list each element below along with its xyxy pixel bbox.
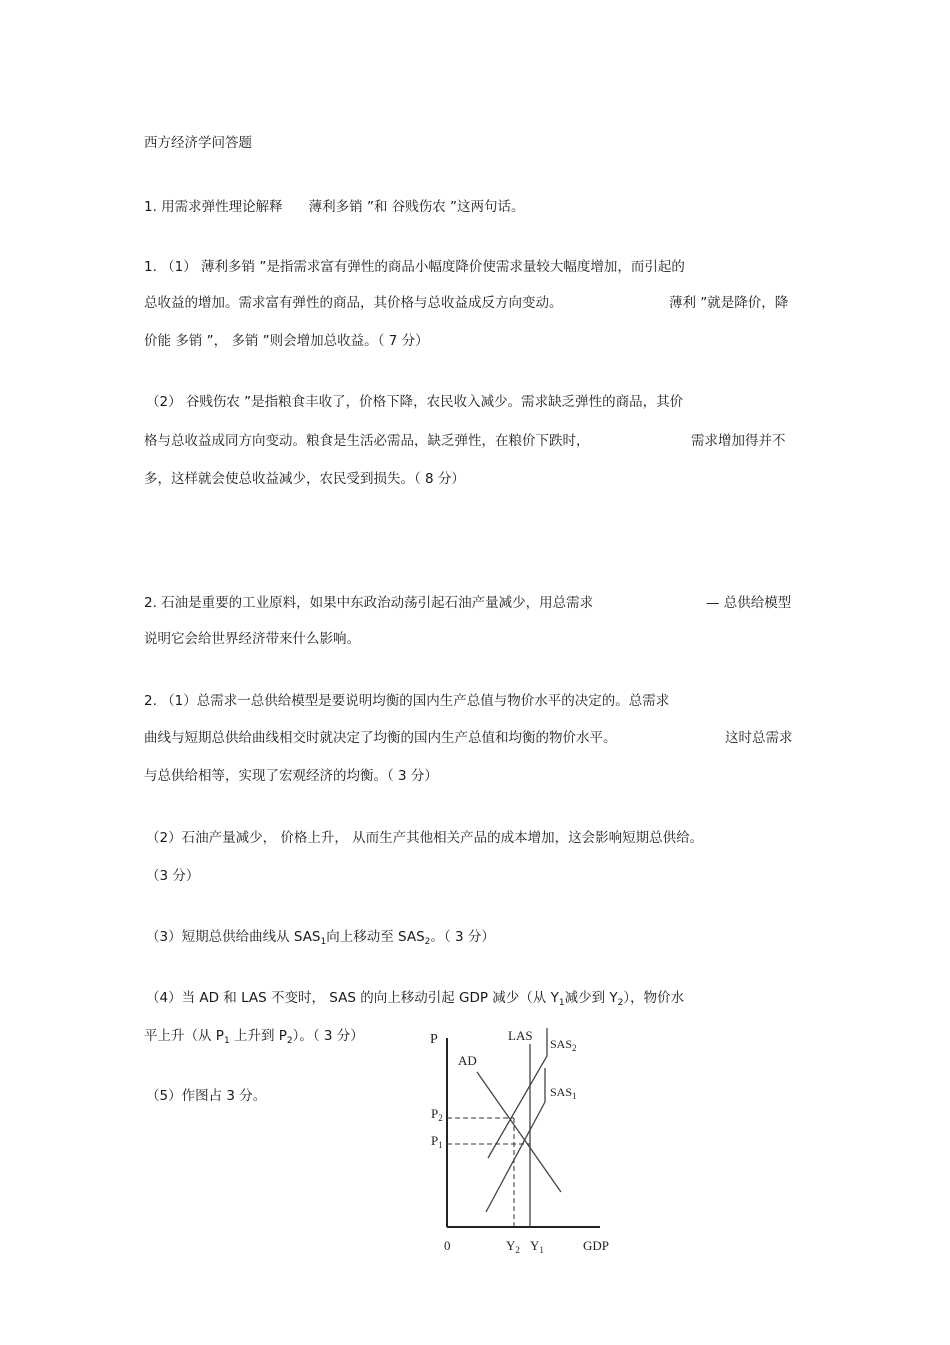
document-title: 西方经济学问答题: [144, 135, 252, 151]
ad-label: AD: [458, 1053, 477, 1068]
origin-label: 0: [444, 1238, 451, 1253]
answer-2-para-4-l2-a: 平上升（从 P: [144, 1028, 224, 1044]
answer-1-para-1-line-1: 1. （1） 薄利多销 ”是指需求富有弹性的商品小幅度降价使需求量较大幅度增加，而引起的: [144, 259, 685, 275]
answer-1-para-1-line-2a: 总收益的增加。需求富有弹性的商品，其价格与总收益成反方向变动。: [144, 295, 563, 311]
y2-label: $Y_2$: [506, 1238, 520, 1255]
question-2-line-1: 2. 石油是重要的工业原料，如果中东政治动荡引起石油产量减少，用总需求: [144, 595, 594, 611]
answer-2-para-2-line-1: （2）石油产量减少， 价格上升， 从而生产其他相关产品的成本增加，这会影响短期总供给。: [146, 830, 704, 846]
answer-2-para-3-sub-2: 2: [424, 937, 431, 947]
answer-2-para-3-b: 向上移动至 SAS: [326, 929, 425, 945]
ad-as-diagram: [420, 1018, 620, 1263]
question-1-part-b: 薄利多销 ”和 谷贱伤农 ”这两句话。: [308, 199, 525, 215]
answer-2-para-4-a: （4）当 AD 和 LAS 不变时， SAS 的向上移动引起 GDP 减少（从 Y: [146, 990, 559, 1006]
p2-label: $P_2$: [431, 1106, 443, 1123]
answer-1-para-2-line-2-tail: 需求增加得并不: [691, 433, 786, 449]
answer-2-para-4-c: ），物价水: [623, 990, 685, 1006]
answer-1-para-1-line-2: [144, 293, 563, 313]
answer-2-para-4-line-1: [146, 988, 684, 1008]
answer-2-para-4-l2-b: 上升到 P: [229, 1028, 287, 1044]
answer-2-para-3: [146, 927, 495, 947]
answer-2-para-1-line-2-tail: 这时总需求: [725, 730, 793, 746]
y1-label: $Y_1$: [530, 1238, 544, 1255]
answer-2-para-4-line-2: [144, 1026, 364, 1046]
answer-2-para-1-line-2: 曲线与短期总供给曲线相交时就决定了均衡的国内生产总值和均衡的物价水平。: [144, 730, 617, 746]
ad-curve: [477, 1072, 561, 1192]
answer-2-para-4-sub-2: 2: [617, 998, 624, 1008]
answer-2-para-3-a: （3）短期总供给曲线从 SAS: [146, 929, 321, 945]
x-axis-label: GDP: [583, 1238, 610, 1253]
answer-2-para-4-l2-c: ）。（ 3 分）: [292, 1028, 364, 1044]
sas1-curve: [486, 1068, 545, 1212]
answer-1-para-1-line-2-tail: 薄利 ”就是降价，降: [669, 295, 789, 311]
question-1: [144, 197, 525, 217]
answer-2-para-1-line-1: 2. （1）总需求一总供给模型是要说明均衡的国内生产总值与物价水平的决定的。总需求: [144, 693, 670, 709]
question-2-line-1-tail: — 总供给模型: [706, 595, 792, 611]
answer-2-para-4-sub-1: 1: [558, 998, 565, 1008]
answer-2-para-4-l2-sub-2: 2: [286, 1036, 293, 1046]
answer-2-para-4-b: 减少到 Y: [564, 990, 618, 1006]
answer-2-para-5: （5）作图占 3 分。: [146, 1088, 267, 1104]
sas2-curve: [488, 1028, 547, 1158]
las-label: LAS: [508, 1028, 533, 1043]
answer-2-para-2-line-2: （3 分）: [146, 868, 200, 884]
question-1-part-a: 1. 用需求弹性理论解释: [144, 199, 283, 215]
answer-1-para-2-line-2: 格与总收益成同方向变动。粮食是生活必需品，缺乏弹性，在粮价下跌时，: [144, 433, 590, 449]
question-2-line-2: 说明它会给世界经济带来什么影响。: [144, 631, 360, 647]
p1-label: $P_1$: [431, 1133, 443, 1150]
answer-2-para-4-l2-sub-1: 1: [223, 1036, 230, 1046]
sas2-label: $SAS_2$: [550, 1037, 577, 1053]
answer-2-para-3-c: 。（ 3 分）: [430, 929, 495, 945]
answer-1-para-2-line-3: 多，这样就会使总收益减少，农民受到损失。（ 8 分）: [144, 471, 465, 487]
answer-1-para-2-line-1: （2） 谷贱伤农 ”是指粮食丰收了，价格下降，农民收入减少。需求缺乏弹性的商品，其价: [146, 394, 684, 410]
answer-1-para-1-line-3: 价能 多销 ”， 多销 ”则会增加总收益。（ 7 分）: [144, 333, 429, 349]
answer-2-para-3-sub-1: 1: [320, 937, 327, 947]
answer-2-para-1-line-3: 与总供给相等，实现了宏观经济的均衡。（ 3 分）: [144, 768, 438, 784]
y-axis-label: P: [430, 1032, 438, 1047]
sas1-label: $SAS_1$: [550, 1085, 577, 1101]
